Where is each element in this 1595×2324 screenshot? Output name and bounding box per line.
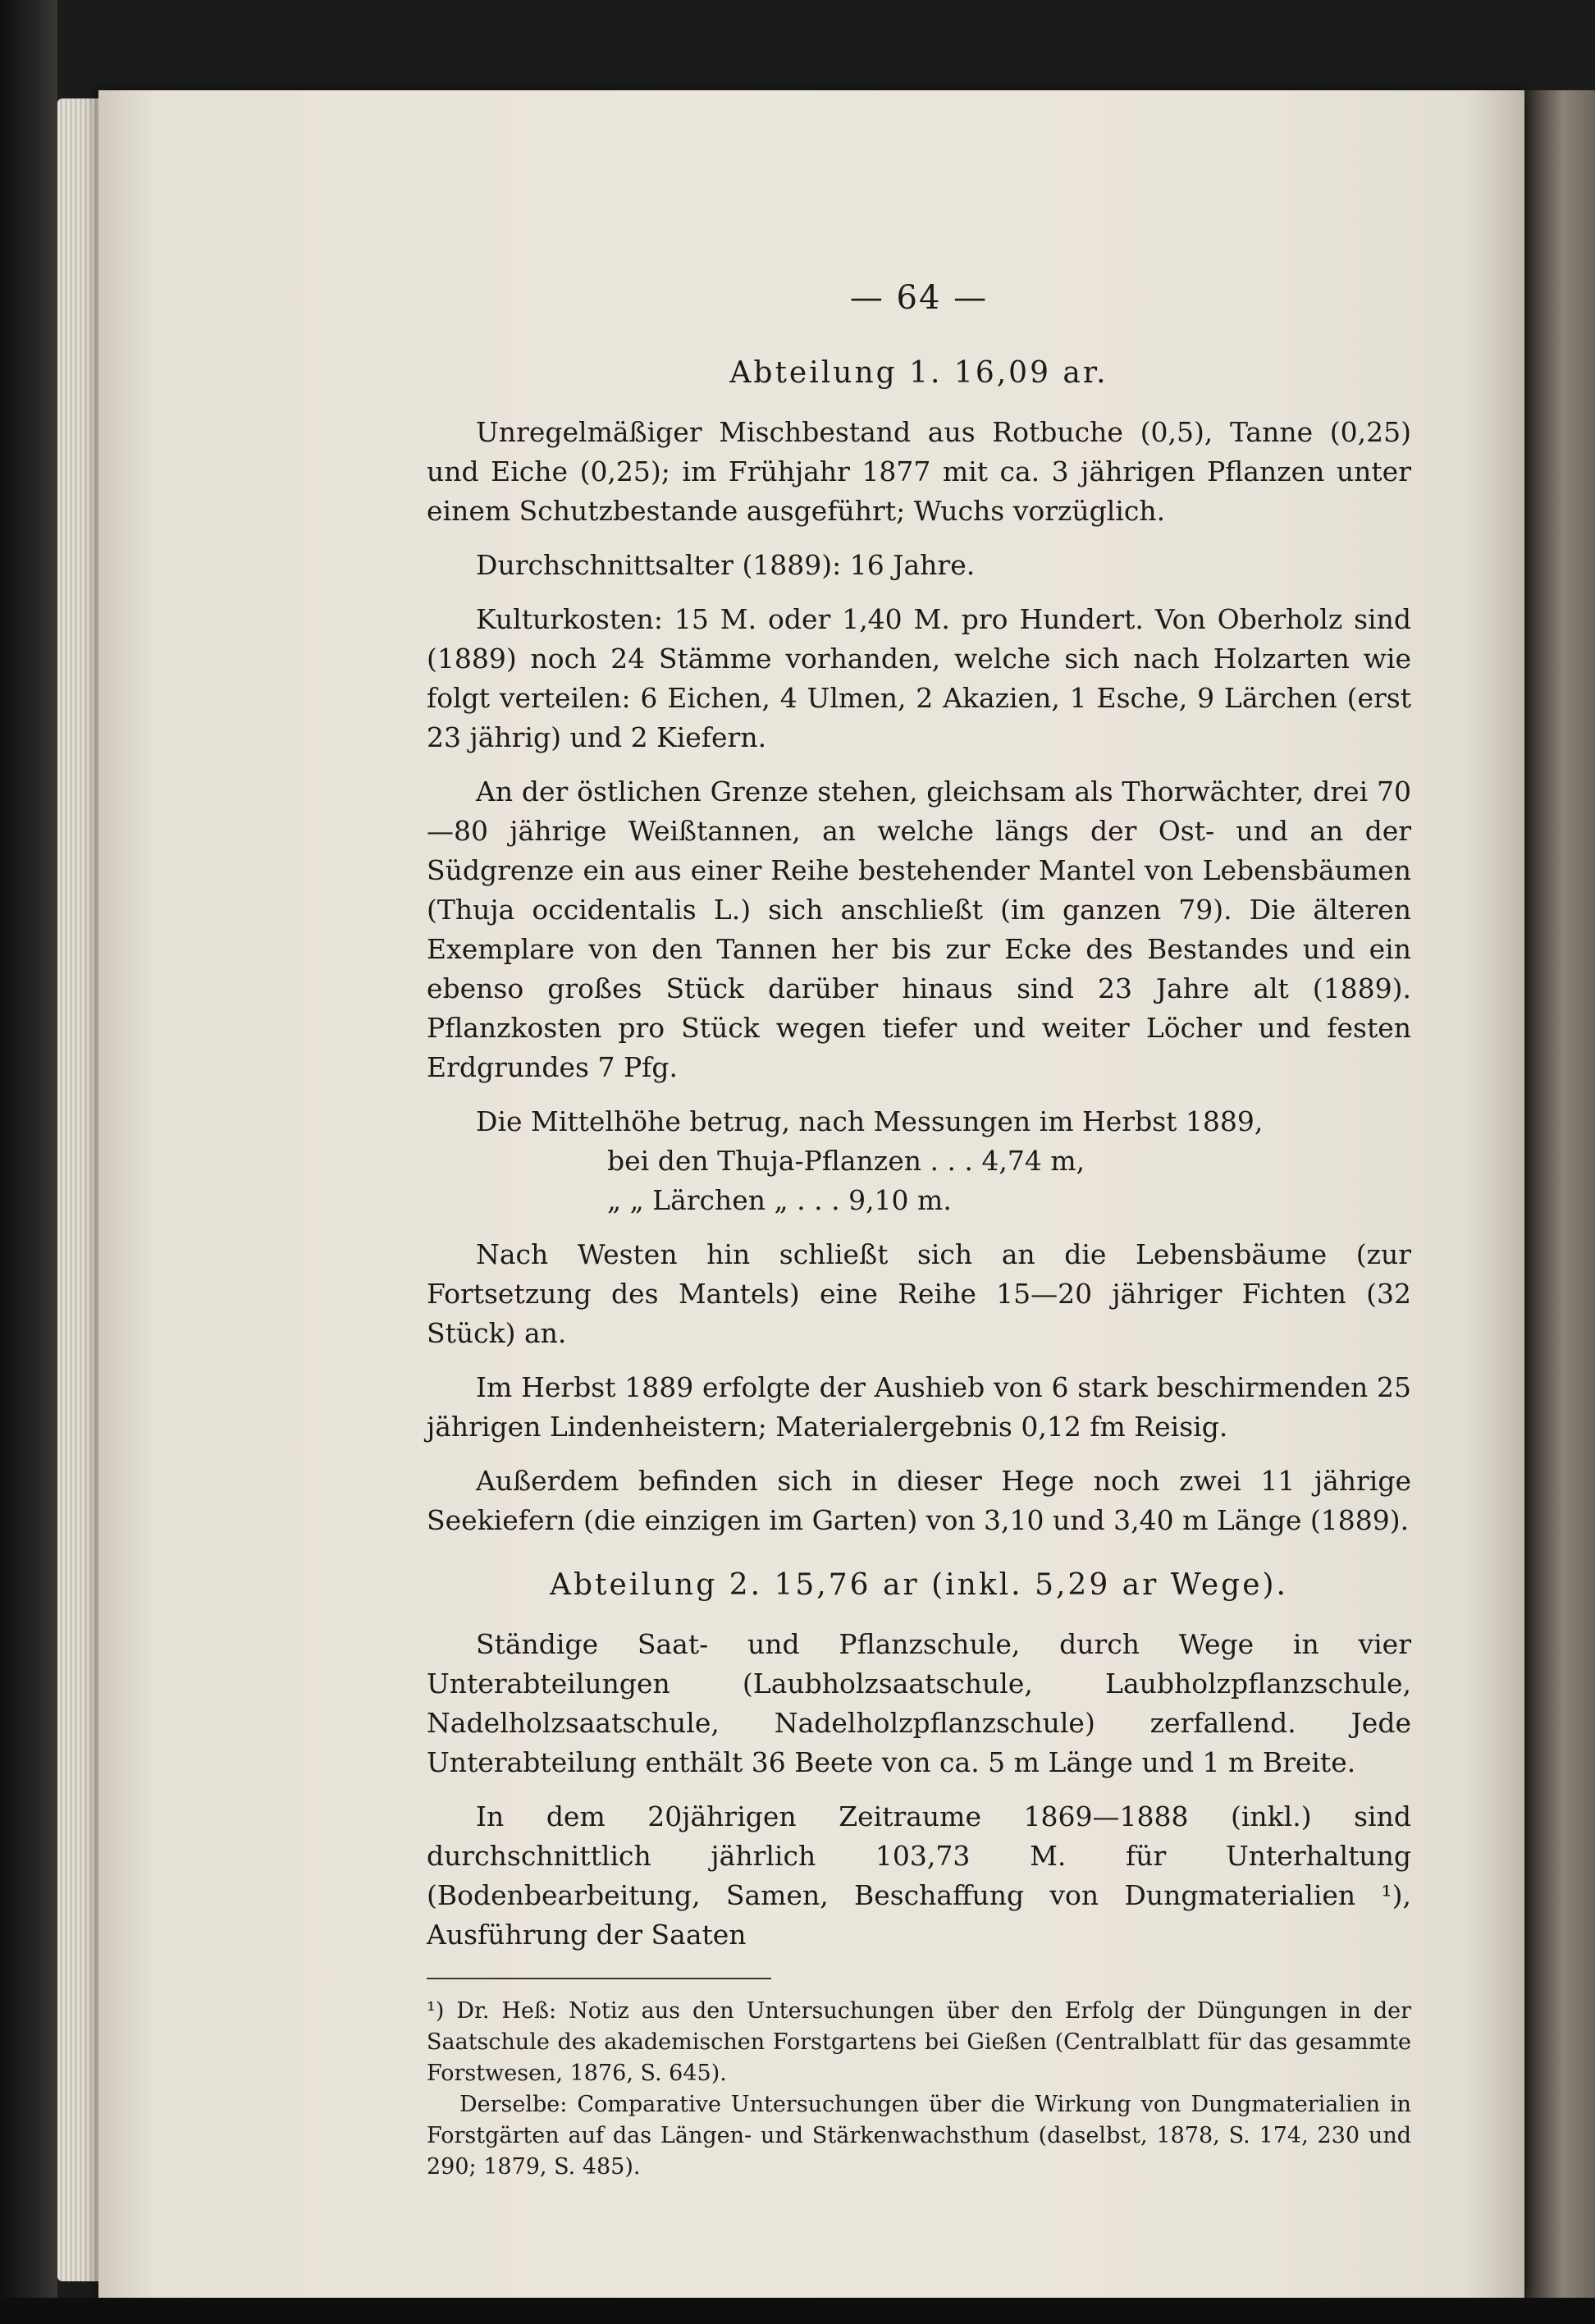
- paragraph: Durchschnittsalter (1889): 16 Jahre.: [476, 549, 976, 581]
- section-heading-abteilung-2: Abteilung 2. 15,76 ar (inkl. 5,29 ar Wege).: [550, 1568, 1288, 1602]
- book-spine-shadow: [0, 0, 57, 2324]
- paragraph: Unregelmäßiger Mischbestand aus Rotbuche (0,5), Tanne (0,25) und Eiche (0,25); im Frühjahr 1877 mit ca. 3 jährigen Pflanzen unter einem Schutzbestande ausgeführt; Wuchs vorzüglich.: [427, 416, 1411, 527]
- adjacent-page-edge: [1524, 90, 1595, 2298]
- paragraph: An der östlichen Grenze stehen, gleichsam als Thorwächter, drei 70—80 jährige Weißtannen, an welche längs der Ost- und an der Südgrenze ein aus einer Reihe bestehender Mantel von Lebensbäumen (Thuja occidentalis L.) sich anschließt (im ganzen 79). Die älteren Exemplare von den Tannen her bis zur Ecke des Bestandes und ein ebenso großes Stück darüber hinaus sind 23 Jahre alt (1889). Pflanzkosten pro Stück wegen tiefer und weiter Löcher und festen Erdgrundes 7 Pfg.: [427, 775, 1411, 1083]
- paragraph: Kulturkosten: 15 M. oder 1,40 M. pro Hundert. Von Oberholz sind (1889) noch 24 Stämme vorhanden, welche sich nach Holzarten wie folgt verteilen: 6 Eichen, 4 Ulmen, 2 Akazien, 1 Esche, 9 Lärchen (erst 23 jährig) und 2 Kiefern.: [427, 603, 1411, 753]
- bottom-shadow: [0, 2298, 1595, 2324]
- paragraph: Ständige Saat- und Pflanzschule, durch Wege in vier Unterabteilungen (Laubholzsaatschule, Laubholzpflanzschule, Nadelholzsaatschule, Nadelholzpflanzschule) zerfallend. Jede Unterabteilung enthält 36 Beete von ca. 5 m Länge und 1 m Breite.: [427, 1628, 1411, 1778]
- paragraph: Im Herbst 1889 erfolgte der Aushieb von 6 stark beschirmenden 25 jährigen Lindenheistern; Materialergebnis 0,12 fm Reisig.: [427, 1371, 1411, 1443]
- page-number-header: — 64 —: [849, 279, 989, 317]
- measurement-line: bei den Thuja-Pflanzen . . . 4,74 m,: [607, 1145, 1085, 1177]
- page-text-block: [427, 279, 1411, 2183]
- measurement-line: „ „ Lärchen „ . . . 9,10 m.: [607, 1184, 952, 1216]
- section-heading-abteilung-1: Abteilung 1. 16,09 ar.: [729, 356, 1108, 390]
- footnote-divider: [427, 1978, 771, 1979]
- paragraph: Die Mittelhöhe betrug, nach Messungen im Herbst 1889,: [476, 1105, 1264, 1137]
- footnote: Derselbe: Comparative Untersuchungen über die Wirkung von Dungmaterialien in Forstgärten auf das Längen- und Stärkenwachsthum (daselbst, 1878, S. 174, 230 und 290; 1879, S. 485).: [427, 2092, 1411, 2180]
- paragraph: Außerdem befinden sich in dieser Hege noch zwei 11 jährige Seekiefern (die einzigen im Garten) von 3,10 und 3,40 m Länge (1889).: [427, 1465, 1411, 1536]
- paragraph: Nach Westen hin schließt sich an die Lebensbäume (zur Fortsetzung des Mantels) eine Reihe 15—20 jähriger Fichten (32 Stück) an.: [427, 1238, 1411, 1349]
- footnote: ¹) Dr. Heß: Notiz aus den Untersuchungen über den Erfolg der Düngungen in der Saatschule des akademischen Forstgartens bei Gießen (Centralblatt für das gesammte Forstwesen, 1876, S. 645).: [427, 1998, 1411, 2086]
- paragraph: In dem 20jährigen Zeitraume 1869—1888 (inkl.) sind durchschnittlich jährlich 103,73 M. für Unterhaltung (Bodenbearbeitung, Samen, Beschaffung von Dungmaterialien ¹), Ausführung der Saaten: [427, 1800, 1411, 1951]
